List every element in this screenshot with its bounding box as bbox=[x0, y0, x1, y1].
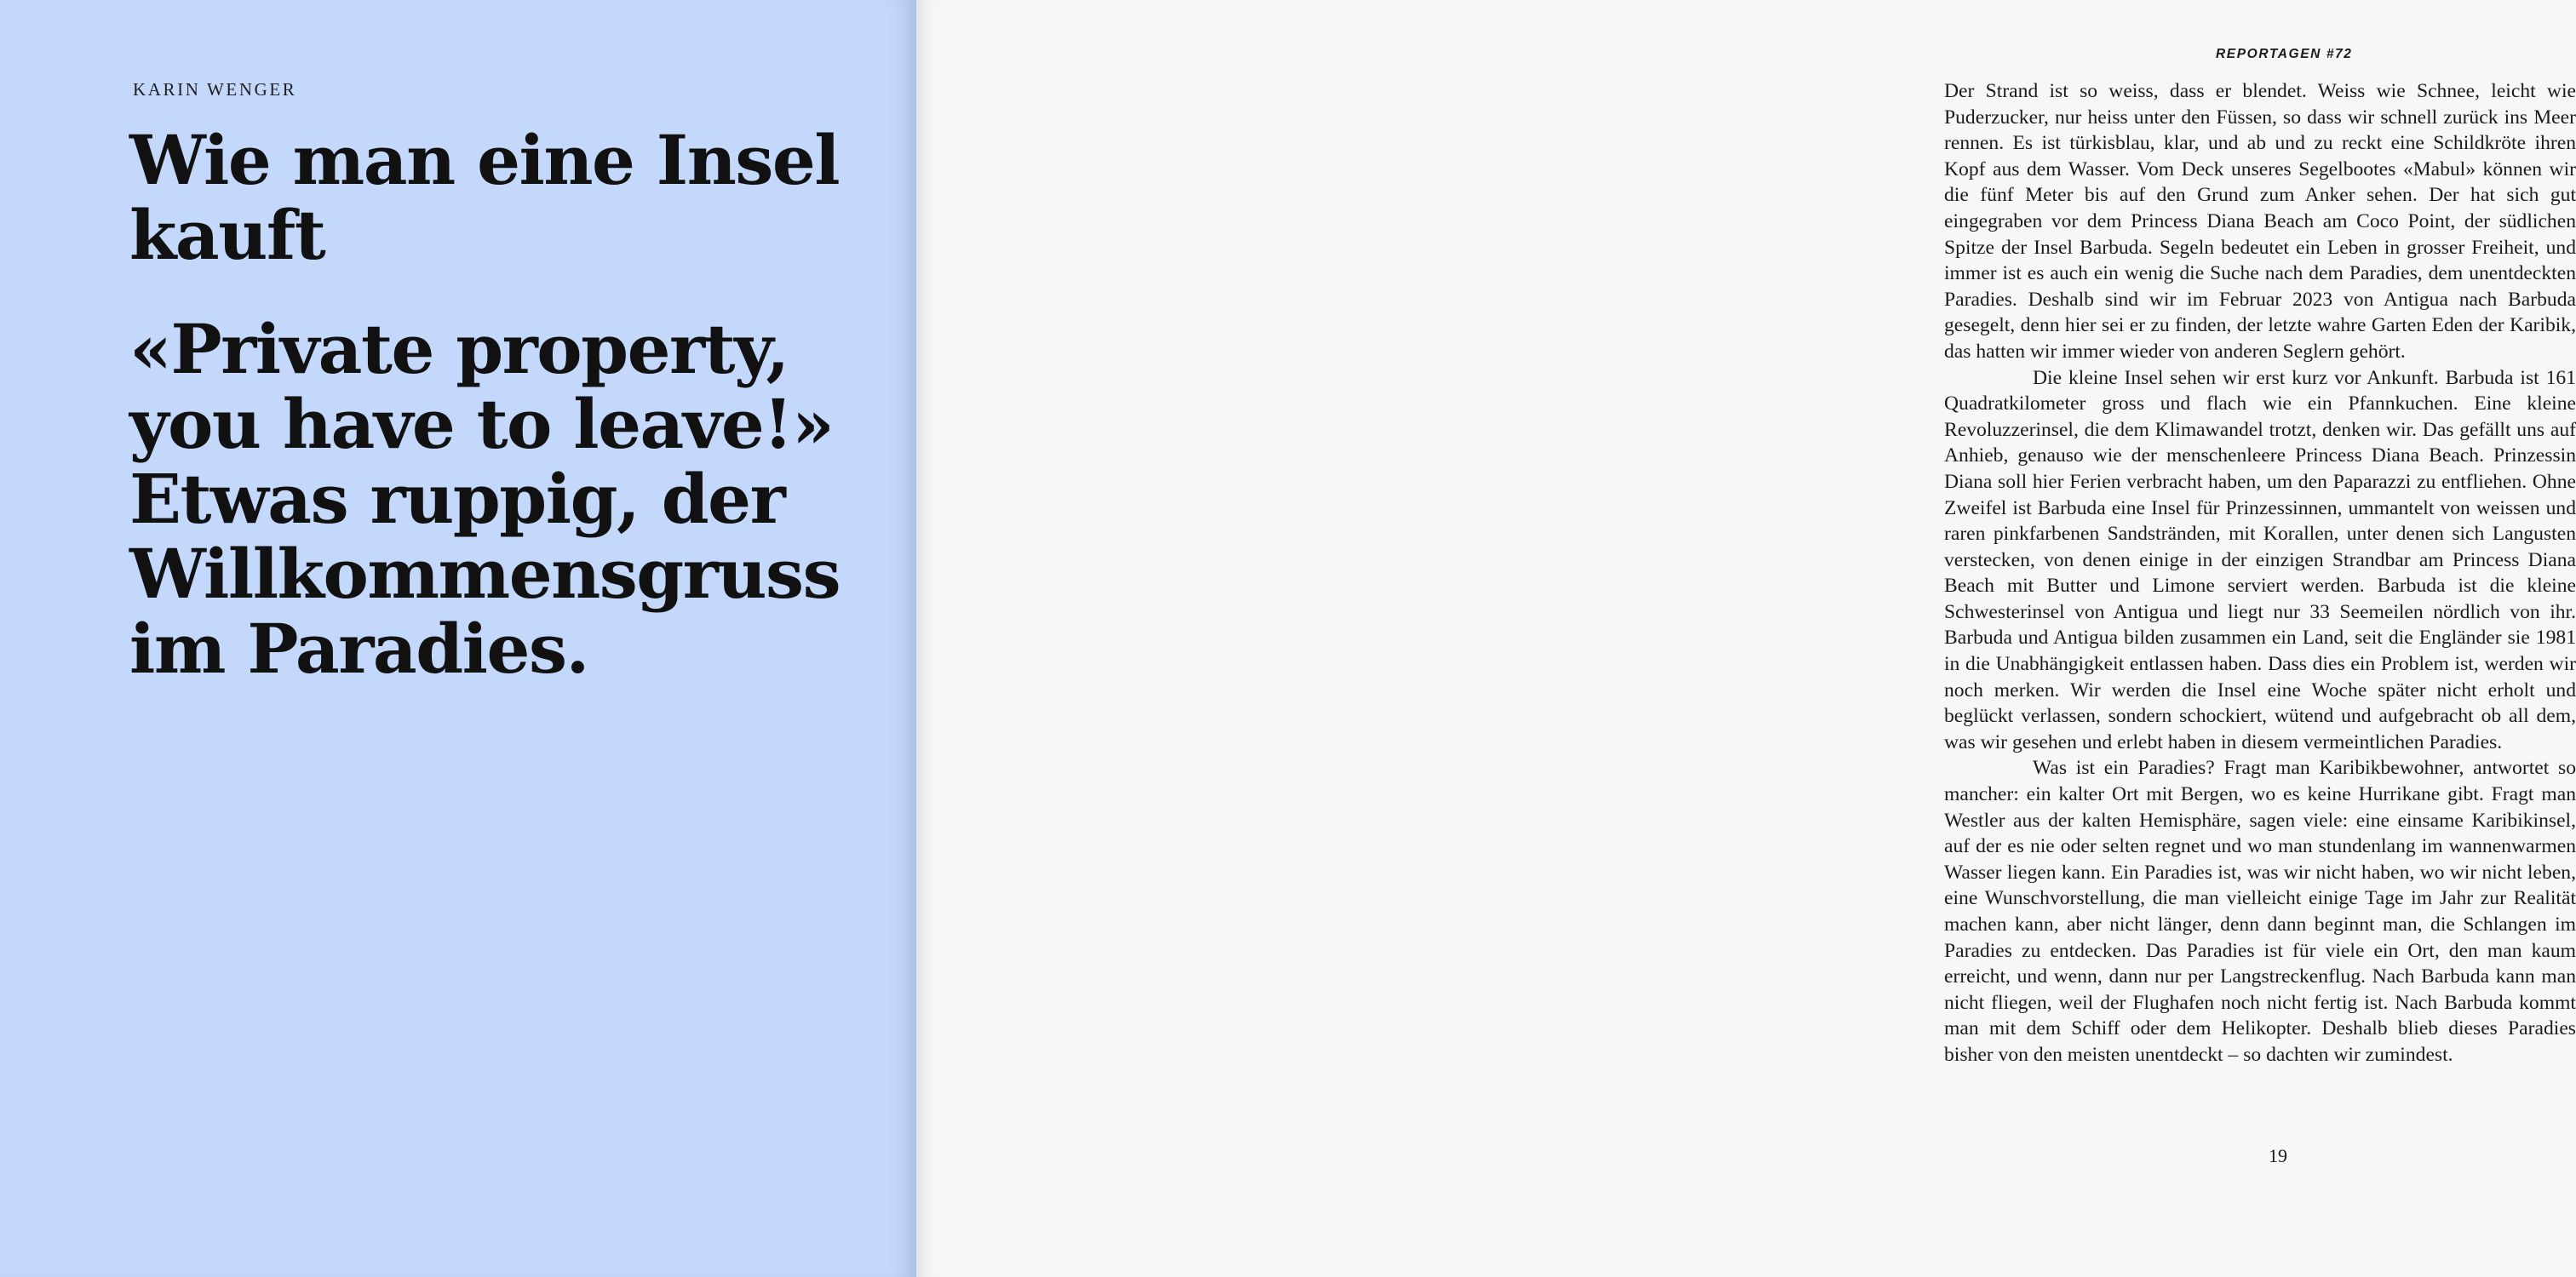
body-paragraph: Die kleine Insel sehen wir erst kurz vor Ankunft. Barbuda ist 161 Quadratkilometer gross und flach wie ein Pfannkuchen. Eine kleine Revoluzzerinsel, die dem Klimawandel trotzt, denken wir. Das gefällt uns auf Anhieb, genauso wie der menschenleere Princess Diana Beach. Prinzessin Diana soll hier Ferien verbracht haben, um den Paparazzi zu entfliehen. Ohne Zweifel ist Barbuda eine Insel für Prinzessinnen, ummantelt von weissen und raren pinkfarbenen Sandstränden, mit Korallen, unter denen sich Langusten verstecken, von denen einige in der einzigen Strandbar am Princess Diana Beach mit Butter und Limone serviert werden. Barbuda ist die kleine Schwesterinsel von Antigua und liegt nur 33 Seemeilen nördlich von ihr. Barbuda und Antigua bilden zusammen ein Land, seit die Engländer sie 1981 in die Unabhängigkeit entlassen haben. Dass dies ein Problem ist, werden wir noch merken. Wir werden die Insel eine Woche später nicht erholt und beglückt verlassen, sondern schockiert, wütend und aufgebracht ob all dem, was wir gesehen und erlebt haben in diesem vermeintlichen Paradies. bbox=[1944, 366, 2576, 753]
left-page bbox=[0, 0, 916, 1277]
author-name: KARIN WENGER bbox=[133, 79, 297, 100]
body-paragraph: Der Strand ist so weiss, dass er blendet. Weiss wie Schnee, leicht wie Puderzucker, nur heiss unter den Füssen, so dass wir schnell zurück ins Meer rennen. Es ist türkisblau, klar, und ab und zu reckt eine Schildkröte ihren Kopf aus dem Wasser. Vom Deck unseres Segelbootes «Mabul» können wir die fünf Meter bis auf den Grund zum Anker sehen. Der hat sich gut eingegraben vor dem Princess Diana Beach am Coco Point, der südlichen Spitze der Insel Barbuda. Segeln bedeutet ein Leben in grosser Freiheit, und immer ist es auch ein wenig die Suche nach dem Paradies, dem unentdeckten Paradies. Deshalb sind wir im Februar 2023 von Antigua nach Barbuda gesegelt, denn hier sei er zu finden, der letzte wahre Garten Eden der Karibik, das hatten wir immer wieder von anderen Seglern gehört. bbox=[1944, 80, 2576, 363]
body-paragraph: Was ist ein Paradies? Fragt man Karibikbewohner, antwortet so mancher: ein kalter Ort mit Bergen, wo es keine Hurrikane gibt. Fragt man Westler aus der kalten Hemisphäre, sagen viele: eine einsame Karibikinsel, auf der es nie oder selten regnet und wo man stundenlang im wannenwarmen Wasser liegen kann. Ein Paradies ist, was wir nicht haben, wo wir nicht leben, eine Wunschvorstellung, die man vielleicht einige Tage im Jahr zur Realität machen kann, aber nicht länger, denn dann beginnt man, die Schlangen im Paradies zu entdecken. Das Paradies ist für viele ein Ort, den man kaum erreicht, und wenn, dann nur per Langstreckenflug. Nach Barbuda kann man nicht fliegen, weil der Flughafen noch nicht fertig ist. Nach Barbuda kommt man mit dem Schiff oder dem Helikopter. Deshalb blieb dieses Paradies bisher von den meisten unentdeckt – so dachten wir zumindest. bbox=[1944, 757, 2576, 1066]
right-page bbox=[916, 0, 2576, 1277]
article-title: Wie man eine Insel kauft bbox=[129, 120, 840, 275]
article-lede: «Private property, you have to leave!» Etwas ruppig, der Willkommensgruss im Paradies. bbox=[129, 309, 840, 689]
running-head: REPORTAGEN #72 bbox=[2216, 47, 2353, 61]
page-number: 19 bbox=[2269, 1145, 2287, 1166]
article-body bbox=[1944, 78, 2576, 1068]
